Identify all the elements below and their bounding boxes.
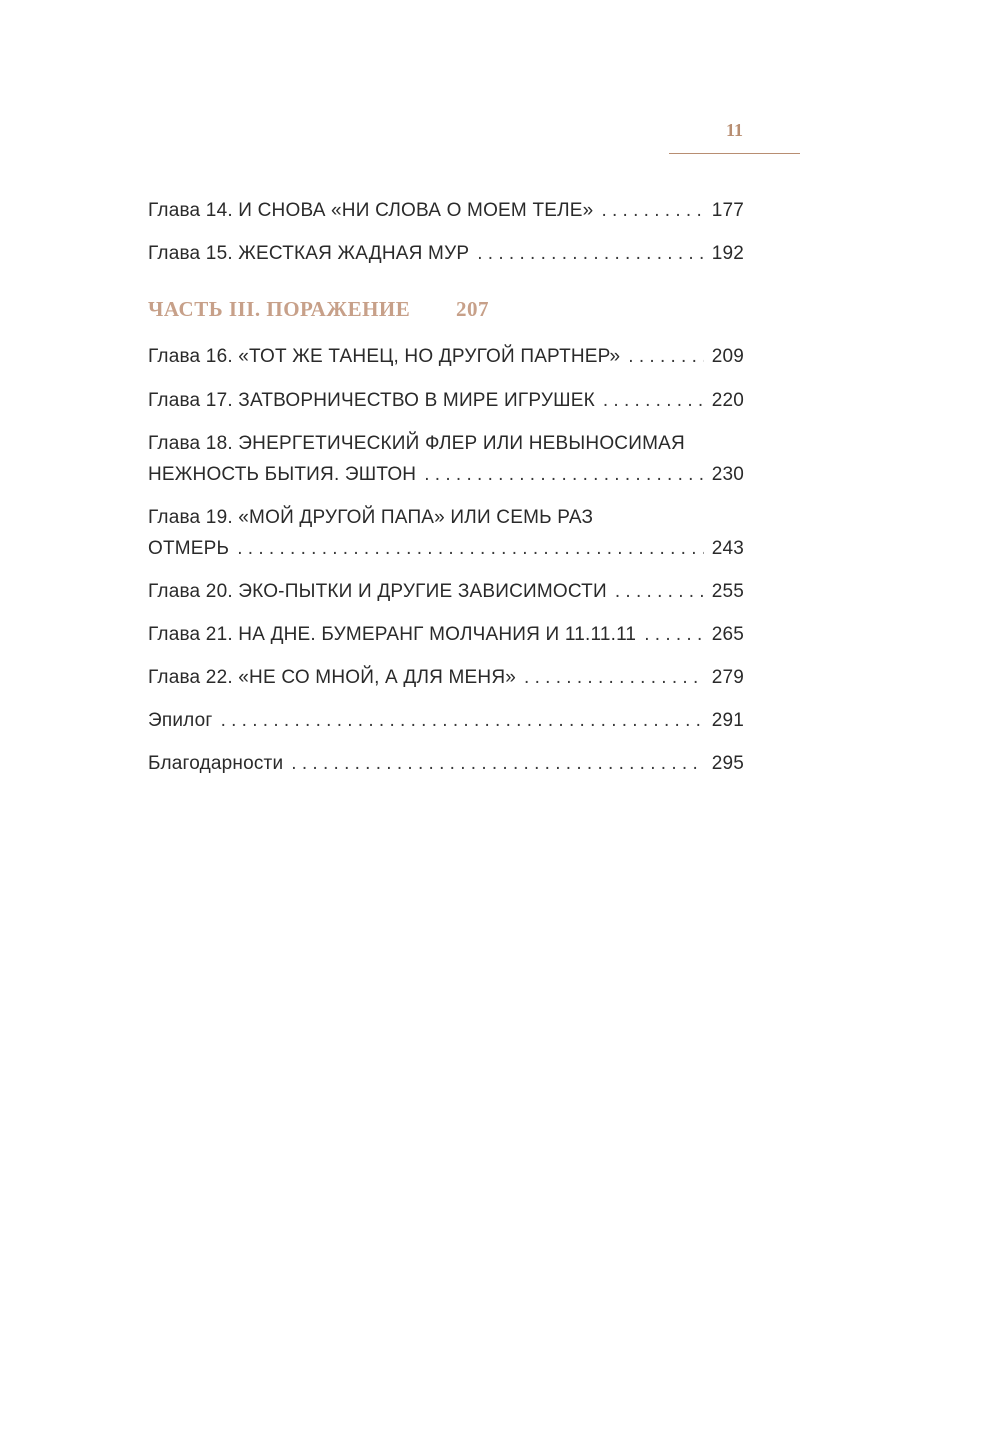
dot-leader (615, 576, 704, 607)
dot-leader (291, 748, 703, 779)
toc-entry-page: 209 (711, 346, 744, 367)
toc-entry-page: 177 (711, 200, 744, 221)
toc-entry-title: Благодарности (148, 753, 284, 774)
toc-entry-page: 243 (711, 538, 744, 559)
toc-entry-chapter-20[interactable] (148, 576, 744, 607)
toc-entry-title: Глава 15. ЖЕСТКАЯ ЖАДНАЯ МУР (148, 243, 470, 264)
toc-entry-page: 295 (711, 753, 744, 774)
toc-entry-title: Глава 16. «ТОТ ЖЕ ТАНЕЦ, НО ДРУГОЙ ПАРТНЕР» (148, 346, 621, 367)
dot-leader (424, 459, 703, 490)
dot-leader (628, 341, 703, 372)
toc-entry-chapter-19[interactable] (148, 502, 744, 564)
toc-entry-title: Глава 20. ЭКО-ПЫТКИ И ДРУГИЕ ЗАВИСИМОСТИ (148, 581, 607, 602)
toc-entry-chapter-18[interactable] (148, 428, 744, 490)
toc-entry-title: Эпилог (148, 710, 213, 731)
toc-entry-page: 255 (711, 581, 744, 602)
toc-entry-title-line1: Глава 18. ЭНЕРГЕТИЧЕСКИЙ ФЛЕР ИЛИ НЕВЫНОСИМАЯ (148, 433, 685, 454)
part-title: ЧАСТЬ III. ПОРАЖЕНИЕ (148, 297, 411, 321)
dot-leader (221, 705, 704, 736)
toc-entry-title: Глава 17. ЗАТВОРНИЧЕСТВО В МИРЕ ИГРУШЕК (148, 390, 595, 411)
toc-entry-chapter-14[interactable] (148, 195, 744, 226)
toc-entry-chapter-15[interactable] (148, 238, 744, 269)
toc-entry-chapter-16[interactable] (148, 341, 744, 372)
toc-entry-chapter-17[interactable] (148, 385, 744, 416)
toc-entry-page: 279 (711, 667, 744, 688)
dot-leader (477, 238, 703, 269)
toc-entry-page: 192 (711, 243, 744, 264)
toc-entry-chapter-21[interactable] (148, 619, 744, 650)
toc-entry-title-line1: Глава 19. «МОЙ ДРУГОЙ ПАПА» ИЛИ СЕМЬ РАЗ (148, 507, 594, 528)
part-heading[interactable] (148, 297, 744, 322)
toc-entry-title: Глава 14. И СНОВА «НИ СЛОВА О МОЕМ ТЕЛЕ» (148, 200, 594, 221)
dot-leader (603, 385, 704, 416)
toc-entry-acknowledgements[interactable] (148, 748, 744, 779)
toc-entry-epilogue[interactable] (148, 705, 744, 736)
part-page: 207 (456, 297, 489, 321)
toc-entry-page: 265 (711, 624, 744, 645)
toc-entry-title: Глава 21. НА ДНЕ. БУМЕРАНГ МОЛЧАНИЯ И 11.11.11 (148, 624, 637, 645)
toc-entry-title: Глава 22. «НЕ СО МНОЙ, А ДЛЯ МЕНЯ» (148, 667, 517, 688)
toc-entry-page: 220 (711, 390, 744, 411)
dot-leader (644, 619, 703, 650)
dot-leader (524, 662, 704, 693)
toc-entry-page: 230 (711, 464, 744, 485)
dot-leader (601, 195, 703, 226)
toc-entry-title-line2: ОТМЕРЬ (148, 538, 230, 559)
dot-leader (237, 533, 703, 564)
toc-entry-title-line2: НЕЖНОСТЬ БЫТИЯ. ЭШТОН (148, 464, 417, 485)
page-number: 11 (725, 120, 743, 140)
toc-entry-page: 291 (711, 710, 744, 731)
header-rule (669, 153, 800, 154)
toc-entry-chapter-22[interactable] (148, 662, 744, 693)
